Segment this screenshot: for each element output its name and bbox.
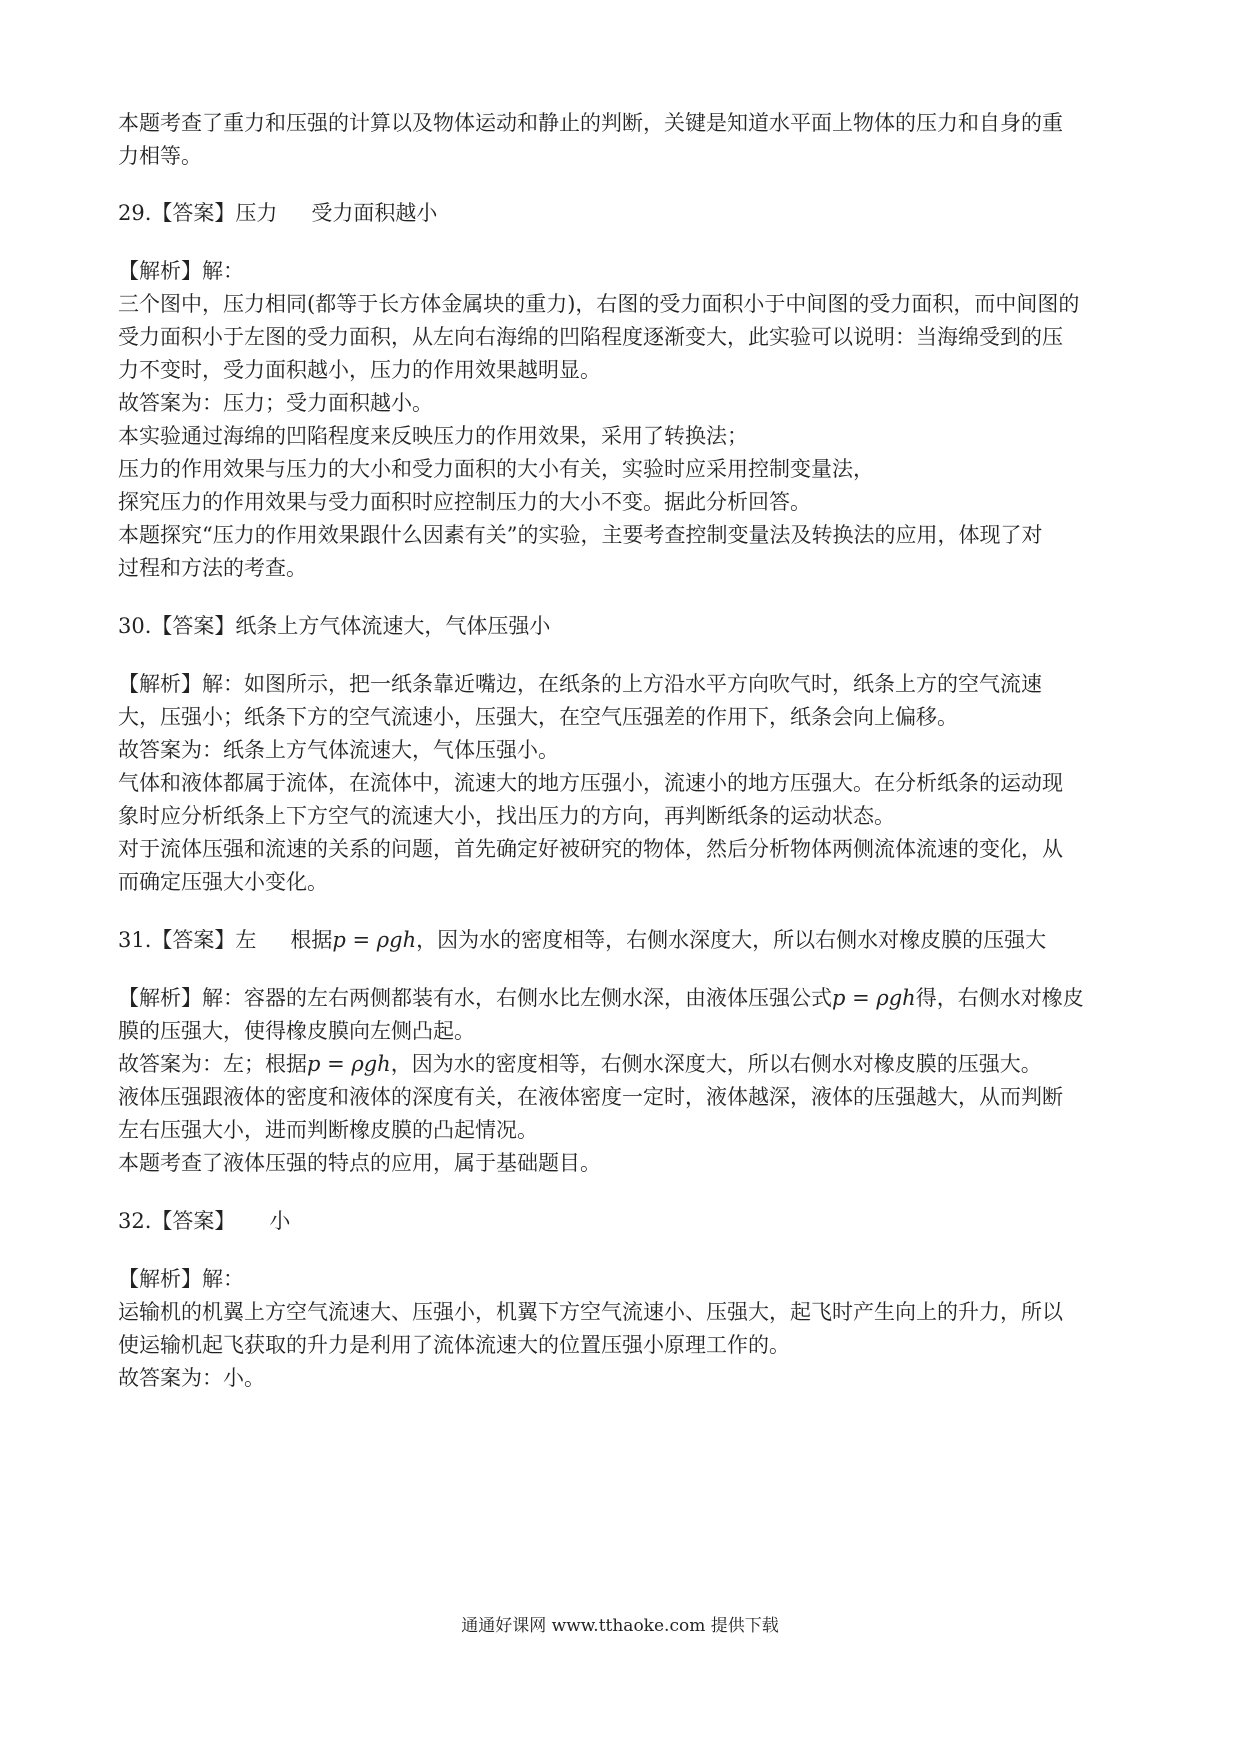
q30-line: 大，压强小；纸条下方的空气流速小，压强大，在空气压强差的作用下，纸条会向上偏移。	[118, 705, 958, 729]
q29-number: 29.	[118, 201, 152, 225]
analysis-tag: 【解析】	[118, 672, 202, 696]
q30-analysis-head	[118, 669, 1042, 699]
answer-tag: 【答案】	[151, 201, 236, 225]
q30-line: 而确定压强大小变化。	[118, 870, 328, 894]
q29-answer	[118, 198, 437, 228]
q30-line: 故答案为：纸条上方气体流速大，气体压强小。	[118, 738, 559, 762]
analysis-tag: 【解析】	[118, 986, 202, 1010]
q29-line: 故答案为：压力；受力面积越小。	[118, 391, 433, 415]
q32-line: 故答案为：小。	[118, 1366, 265, 1390]
q32-analysis-head	[118, 1264, 244, 1294]
q32-answer-text: 小	[269, 1209, 291, 1233]
answer-tag: 【答案】	[151, 928, 236, 952]
q32-number: 32.	[118, 1209, 152, 1233]
analysis-head-text: 解：	[202, 259, 244, 283]
q31-answer-1: 左	[235, 928, 257, 952]
intro-line-2: 力相等。	[118, 144, 202, 168]
q30-answer	[118, 611, 550, 641]
q31-line: 本题考查了液体压强的特点的应用，属于基础题目。	[118, 1151, 601, 1175]
q29-answer-1: 压力	[235, 201, 278, 225]
q31-answer-recap	[118, 1049, 1042, 1079]
q31-analysis-text: 得，右侧水对橡皮	[915, 986, 1084, 1010]
q31-line: 左右压强大小，进而判断橡皮膜的凸起情况。	[118, 1118, 538, 1142]
q29-line: 压力的作用效果与压力的大小和受力面积的大小有关，实验时应采用控制变量法，	[118, 457, 874, 481]
q29-analysis-head	[118, 256, 244, 286]
q32-line: 使运输机起飞获取的升力是利用了流体流速大的位置压强小原理工作的。	[118, 1333, 790, 1357]
page-footer: 通通好课网 www.tthaoke.com 提供下载	[461, 1616, 779, 1636]
q29-line: 本题探究“压力的作用效果跟什么因素有关”的实验，主要考查控制变量法及转换法的应用，体现了对	[118, 523, 1043, 547]
analysis-tag: 【解析】	[118, 1267, 202, 1291]
q31-recap-text: ，因为水的密度相等，右侧水深度大，所以右侧水对橡皮膜的压强大。	[390, 1052, 1042, 1076]
q29-line: 受力面积小于左图的受力面积，从左向右海绵的凹陷程度逐渐变大，此实验可以说明：当海绵受到的压	[118, 325, 1063, 349]
intro-line-1: 本题考查了重力和压强的计算以及物体运动和静止的判断，关键是知道水平面上物体的压力和自身的重	[118, 111, 1063, 135]
q29-answer-2: 受力面积越小	[311, 201, 438, 225]
q31-number: 31.	[118, 928, 152, 952]
q30-line: 对于流体压强和流速的关系的问题，首先确定好被研究的物体，然后分析物体两侧流体流速的变化，从	[118, 837, 1063, 861]
pressure-formula: p = ρgh	[307, 1052, 391, 1076]
q29-line: 过程和方法的考查。	[118, 556, 307, 580]
q30-number: 30.	[118, 614, 152, 638]
q31-recap-text: 故答案为：左；根据	[118, 1052, 307, 1076]
q31-line: 膜的压强大，使得橡皮膜向左侧凸起。	[118, 1019, 475, 1043]
q30-line: 气体和液体都属于流体，在流体中，流速大的地方压强小，流速小的地方压强大。在分析纸条的运动现	[118, 771, 1063, 795]
pressure-formula: p = ρgh	[832, 986, 916, 1010]
q31-analysis-text: 解：容器的左右两侧都装有水，右侧水比左侧水深，由液体压强公式	[202, 986, 832, 1010]
q29-line: 探究压力的作用效果与受力面积时应控制压力的大小不变。据此分析回答。	[118, 490, 811, 514]
q31-line: 液体压强跟液体的密度和液体的深度有关，在液体密度一定时，液体越深，液体的压强越大，从而判断	[118, 1085, 1063, 1109]
q29-line: 三个图中，压力相同(都等于长方体金属块的重力)，右图的受力面积小于中间图的受力面积，而中间图的	[118, 292, 1080, 316]
q30-line: 象时应分析纸条上下方空气的流速大小，找出压力的方向，再判断纸条的运动状态。	[118, 804, 895, 828]
q31-answer-2-pre: 根据	[290, 928, 333, 952]
q31-analysis-line-1	[118, 983, 1084, 1013]
q30-analysis-first: 解：如图所示，把一纸条靠近嘴边，在纸条的上方沿水平方向吹气时，纸条上方的空气流速	[202, 672, 1042, 696]
analysis-tag: 【解析】	[118, 259, 202, 283]
q31-answer	[118, 925, 1046, 955]
q29-line: 本实验通过海绵的凹陷程度来反映压力的作用效果，采用了转换法；	[118, 424, 748, 448]
q32-answer	[118, 1206, 290, 1236]
answer-tag: 【答案】	[151, 614, 236, 638]
q32-line: 运输机的机翼上方空气流速大、压强小，机翼下方空气流速小、压强大，起飞时产生向上的升力，所以	[118, 1300, 1063, 1324]
answer-tag: 【答案】	[151, 1209, 236, 1233]
pressure-formula: p = ρgh	[332, 928, 417, 952]
q31-answer-2-post: ，因为水的密度相等，右侧水深度大，所以右侧水对橡皮膜的压强大	[416, 928, 1047, 952]
analysis-head-text: 解：	[202, 1267, 244, 1291]
q29-line: 力不变时，受力面积越小，压力的作用效果越明显。	[118, 358, 601, 382]
q30-answer-text: 纸条上方气体流速大，气体压强小	[235, 614, 551, 638]
